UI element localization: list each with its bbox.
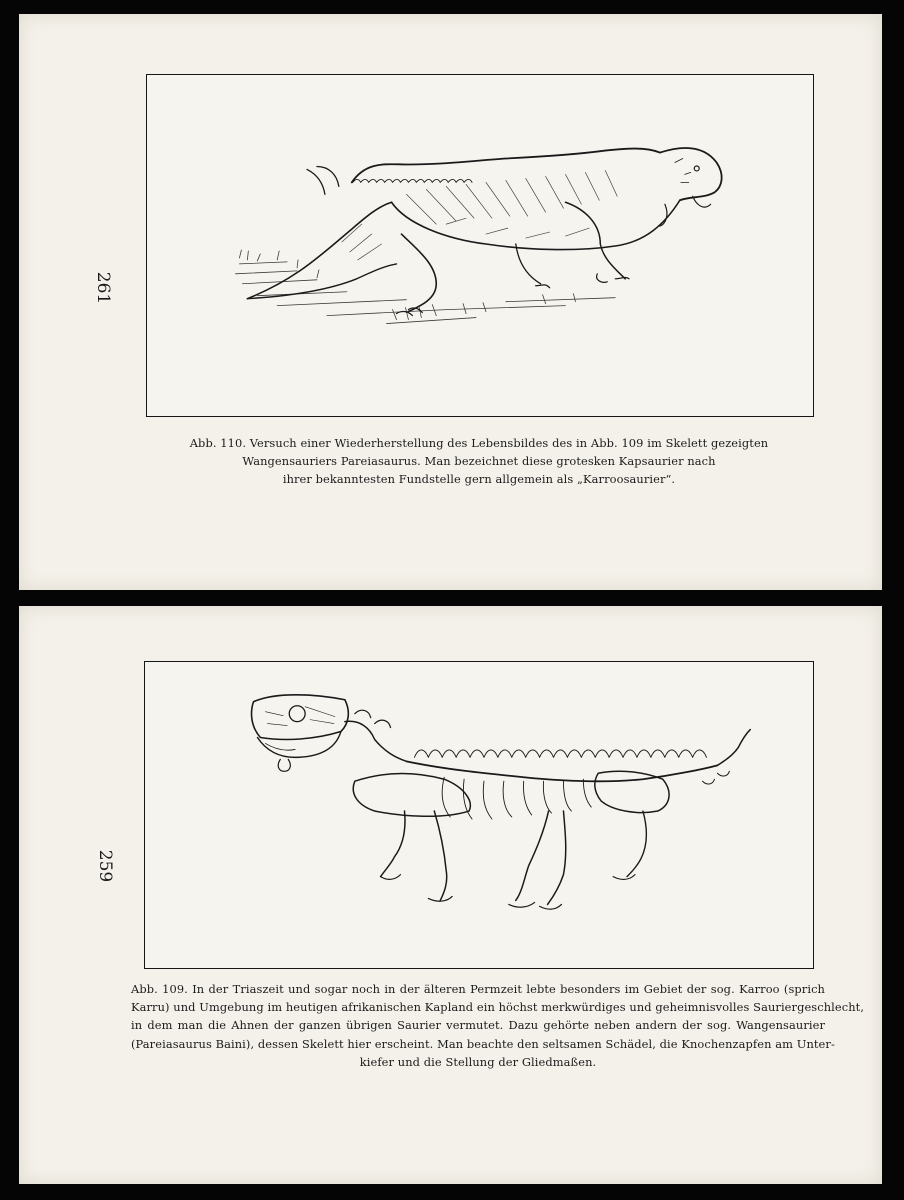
caption-line: (Pareiasaurus Baini), dessen Skelett hier erscheint. Man beachte den seltsamen Schädel, die Knochenzapfen am Unter-: [131, 1036, 835, 1051]
page-number: 261: [93, 271, 113, 305]
page-number: 259: [95, 849, 115, 883]
book-page-bottom: [19, 606, 882, 1184]
caption-line: kiefer und die Stellung der Gliedmaßen.: [359, 1054, 597, 1069]
illustration-frame: [144, 661, 814, 969]
pareiasaurus-skeleton-illustration: [145, 662, 813, 968]
figure-caption: [169, 434, 789, 489]
pareiasaurus-reconstruction-illustration: [147, 75, 813, 416]
caption-line: in dem man die Ahnen der ganzen übrigen Saurier vermutet. Dazu gehörte neben andern der sog. Wangensaurier: [131, 1018, 825, 1033]
caption-line: Karru) und Umgebung im heutigen afrikanischen Kapland ein höchst merkwürdiges und geheimnisvolles Sauriergeschlecht,: [131, 1000, 865, 1015]
book-page-top: [19, 14, 882, 590]
caption-line: Abb. 110. Versuch einer Wiederherstellung des Lebensbildes des in Abb. 109 im Skelett gezeigten: [189, 436, 769, 450]
caption-line: ihrer bekanntesten Fundstelle gern allgemein als „Karroosaurier“.: [282, 472, 676, 487]
caption-line: Wangensauriers Pareiasaurus. Man bezeichnet diese grotesken Kapsaurier nach: [242, 454, 716, 469]
illustration-frame: [146, 74, 814, 417]
figure-caption: [131, 980, 865, 1071]
caption-line: Abb. 109. In der Triaszeit und sogar noch in der älteren Permzeit lebte besonders im Gebiet der sog. Karroo (sprich: [131, 982, 825, 996]
